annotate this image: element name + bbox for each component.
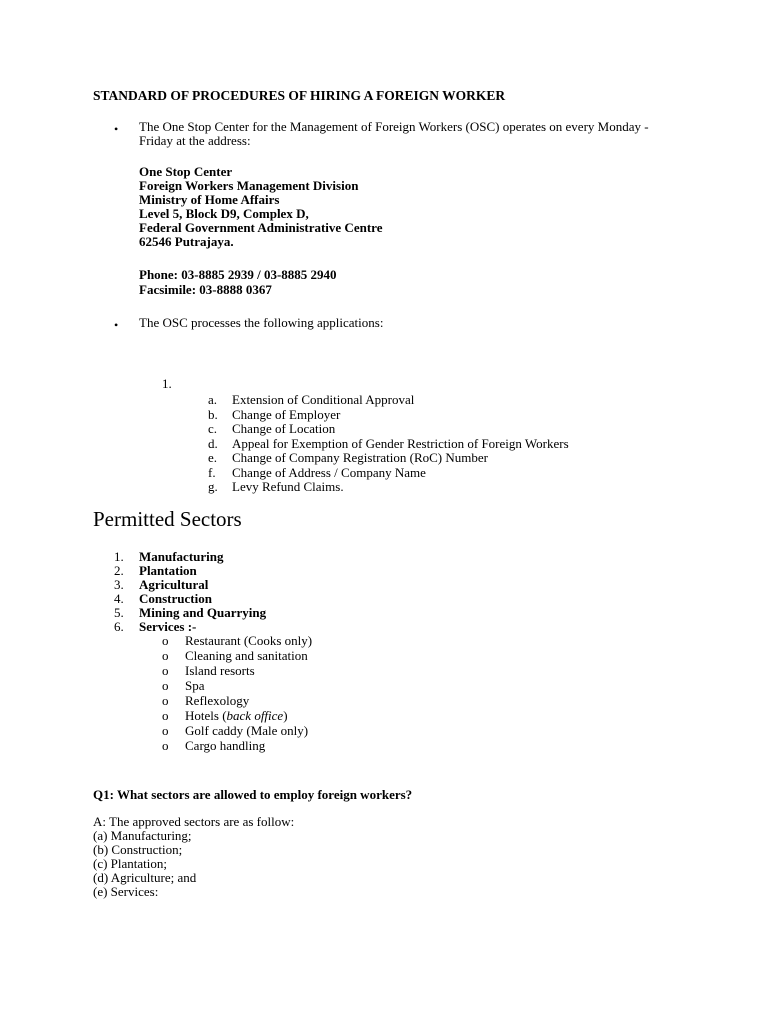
sector-name: Mining and Quarrying	[139, 605, 267, 620]
bullet-marker: •	[114, 122, 119, 136]
item-text: Extension of Conditional Approval	[232, 392, 415, 407]
bullet-marker: •	[114, 318, 119, 332]
service-text-end: )	[283, 708, 288, 723]
address-block	[139, 165, 382, 249]
item-marker: b.	[208, 406, 218, 422]
item-text: Levy Refund Claims.	[232, 479, 344, 494]
answer-line: A: The approved sectors are as follow:	[93, 814, 295, 829]
service-marker: o	[162, 648, 169, 663]
fax-line: Facsimile: 03-8888 0367	[139, 282, 272, 297]
osc-intro-line-2: Friday at the address:	[139, 133, 251, 148]
page-title: STANDARD OF PROCEDURES OF HIRING A FOREIGN WORKER	[93, 88, 506, 103]
sector-name: Construction	[139, 591, 212, 606]
service-marker: o	[162, 678, 169, 693]
service-marker: o	[162, 633, 169, 648]
item-marker: f.	[208, 464, 216, 480]
item-marker: c.	[208, 421, 218, 436]
phone-line: Phone: 03-8885 2939 / 03-8885 2940	[139, 267, 337, 282]
osc-intro-line-1: The One Stop Center for the Management of Foreign Workers (OSC) operates on every Monday -	[139, 119, 649, 134]
service-text: Golf caddy (Male only)	[185, 723, 309, 738]
service-marker: o	[162, 663, 169, 678]
service-marker: o	[162, 738, 169, 753]
address-line: Foreign Workers Management Division	[139, 178, 359, 193]
sector-name: Plantation	[139, 563, 197, 578]
sector-number: 5.	[114, 605, 124, 620]
service-text: Restaurant (Cooks only)	[185, 633, 313, 648]
service-text: Island resorts	[185, 663, 255, 678]
sector-name: Services :-	[139, 619, 197, 634]
service-text: Cleaning and sanitation	[185, 648, 308, 663]
sector-number: 2.	[114, 563, 124, 578]
address-line: One Stop Center	[139, 164, 233, 179]
sector-number: 1.	[114, 549, 124, 564]
faq-question: Q1: What sectors are allowed to employ foreign workers?	[93, 787, 413, 802]
item-text: Change of Address / Company Name	[232, 464, 426, 480]
service-text	[185, 708, 288, 724]
sector-number: 6.	[114, 619, 124, 634]
contact-block	[139, 267, 337, 297]
item-marker: e.	[208, 450, 218, 465]
item-text: Change of Company Registration (RoC) Number	[232, 450, 488, 465]
service-marker: o	[162, 723, 169, 738]
faq-answer	[93, 815, 294, 899]
service-text: Reflexology	[185, 693, 250, 708]
service-text-start: Hotels (	[185, 708, 227, 723]
answer-line: (d) Agriculture; and	[93, 870, 197, 885]
service-text: Spa	[185, 678, 205, 693]
address-line: Level 5, Block D9, Complex D,	[139, 206, 309, 221]
sector-number: 3.	[114, 577, 124, 592]
answer-line: (e) Services:	[93, 884, 159, 899]
sector-number: 4.	[114, 591, 124, 606]
item-text: Change of Location	[232, 421, 336, 436]
applications-intro: The OSC processes the following applications:	[139, 315, 384, 330]
sector-name: Manufacturing	[139, 549, 224, 564]
service-text: Cargo handling	[185, 738, 266, 753]
service-marker: o	[162, 693, 169, 708]
answer-line: (b) Construction;	[93, 842, 183, 857]
applications-number: 1.	[162, 376, 172, 391]
item-marker: d.	[208, 435, 218, 451]
sector-name: Agricultural	[139, 577, 209, 592]
address-line: Ministry of Home Affairs	[139, 192, 280, 207]
answer-line: (a) Manufacturing;	[93, 828, 192, 843]
item-marker: a.	[208, 392, 218, 407]
service-marker: o	[162, 708, 169, 723]
item-text: Change of Employer	[232, 406, 341, 422]
sectors-heading: Permitted Sectors	[93, 507, 242, 531]
address-line: Federal Government Administrative Centre	[139, 220, 383, 235]
item-marker: g.	[208, 479, 218, 494]
answer-line: (c) Plantation;	[93, 856, 168, 871]
address-line: 62546 Putrajaya.	[139, 234, 234, 249]
service-text-italic: back office	[226, 708, 284, 723]
item-text: Appeal for Exemption of Gender Restriction of Foreign Workers	[232, 435, 569, 451]
